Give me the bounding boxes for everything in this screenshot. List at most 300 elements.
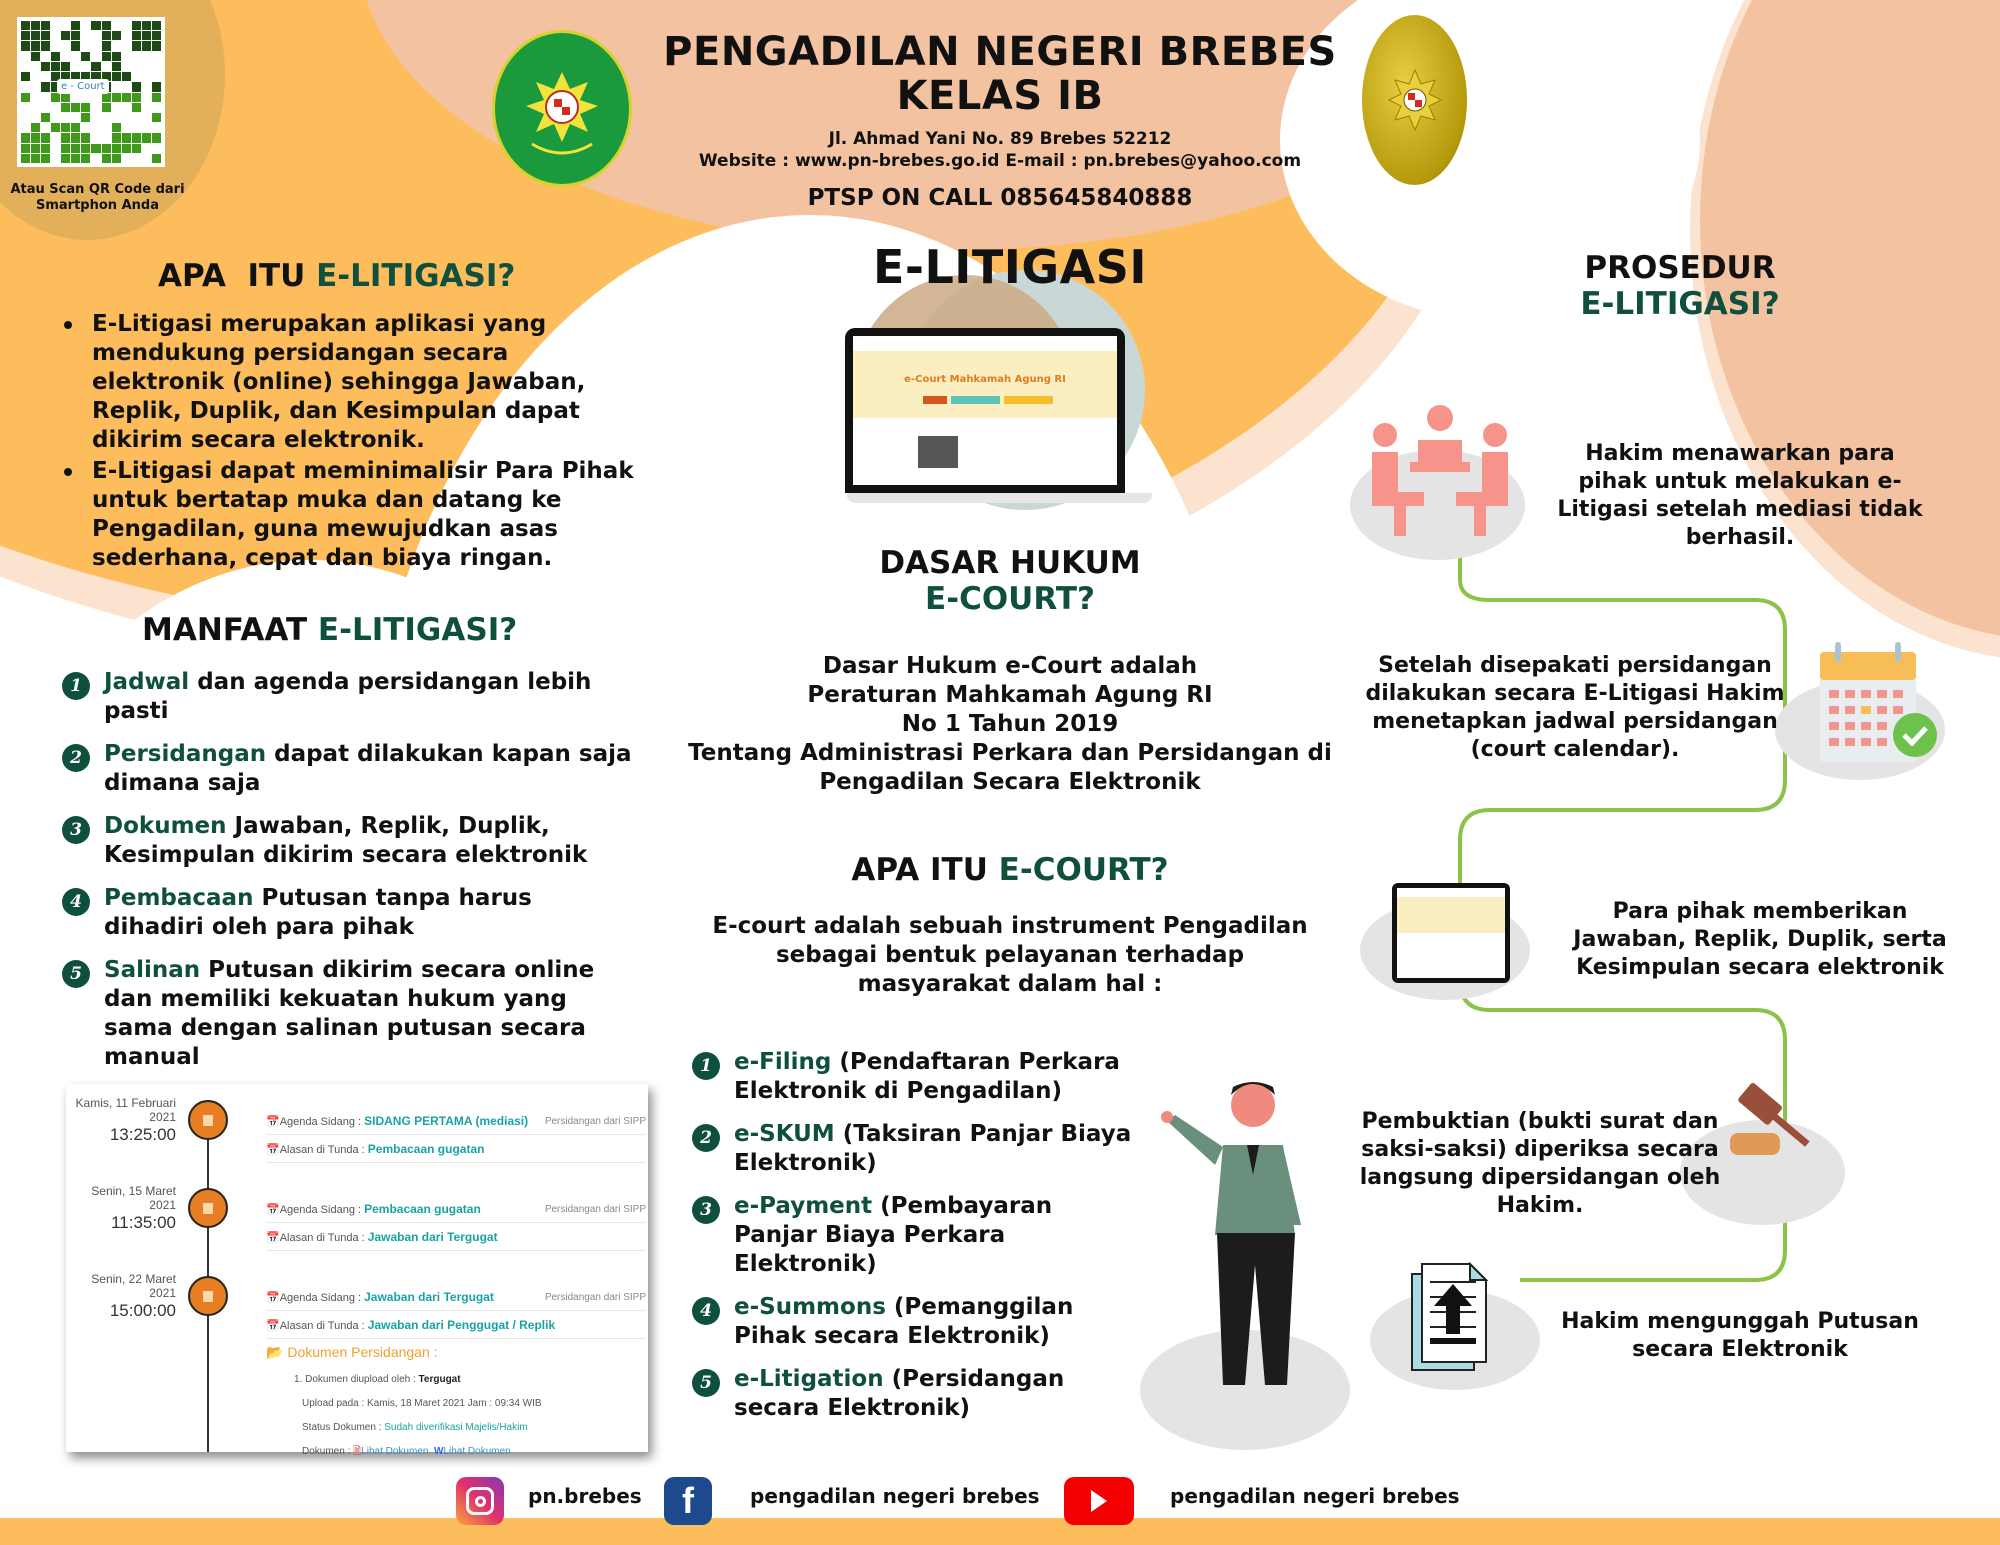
qr-module bbox=[152, 62, 161, 71]
qr-module bbox=[31, 31, 40, 40]
qr-module bbox=[132, 113, 141, 122]
item-highlight: Dokumen bbox=[104, 813, 227, 839]
number-badge: 5 bbox=[62, 960, 90, 988]
qr-module bbox=[71, 133, 80, 142]
manfaat-list bbox=[62, 668, 632, 1086]
qr-caption bbox=[0, 182, 195, 214]
agenda-row: 📅Agenda Sidang : Pembacaan gugatan Persidangan dari SIPP bbox=[266, 1196, 646, 1223]
qr-module bbox=[51, 31, 60, 40]
qr-module bbox=[51, 133, 60, 142]
qr-module bbox=[61, 52, 70, 61]
qr-module bbox=[41, 82, 50, 91]
section-title-manfaat bbox=[142, 612, 517, 648]
item-highlight: Persidangan bbox=[104, 741, 267, 767]
section-title-prosedur bbox=[1500, 250, 1860, 322]
item-highlight: Jadwal bbox=[104, 669, 190, 695]
qr-module bbox=[31, 93, 40, 102]
number-badge: 1 bbox=[62, 672, 90, 700]
qr-ecourt-logo bbox=[57, 79, 109, 94]
qr-module bbox=[132, 41, 141, 50]
qr-module bbox=[41, 154, 50, 163]
laptop-banner-text: e-Court Mahkamah Agung RI bbox=[904, 374, 1066, 385]
qr-module bbox=[152, 113, 161, 122]
qr-module bbox=[132, 103, 141, 112]
qr-module bbox=[102, 133, 111, 142]
view-pdf-link[interactable]: Lihat Dokumen bbox=[361, 1446, 429, 1457]
youtube-channel[interactable]: pengadilan negeri brebes bbox=[1170, 1484, 1460, 1508]
header-contact bbox=[650, 128, 1350, 172]
manfaat-item bbox=[62, 740, 632, 798]
qr-module bbox=[31, 123, 40, 132]
instagram-handle[interactable]: pn.brebes bbox=[528, 1484, 642, 1508]
bullet-item bbox=[60, 457, 640, 573]
address: Jl. Ahmad Yani No. 89 Brebes 52212 bbox=[828, 129, 1172, 149]
entry-time: 11:35:00 bbox=[111, 1213, 176, 1232]
ecourt-logo-text: e - Court bbox=[61, 81, 105, 92]
ptsp-phone: PTSP ON CALL 085645840888 bbox=[807, 185, 1193, 211]
qr-module bbox=[41, 113, 50, 122]
qr-module bbox=[152, 31, 161, 40]
qr-module bbox=[122, 103, 131, 112]
status-label: Status Dokumen : bbox=[302, 1422, 385, 1433]
qr-module bbox=[51, 103, 60, 112]
number-badge: 2 bbox=[692, 1124, 720, 1152]
qr-module bbox=[152, 123, 161, 132]
item-highlight: Pembacaan bbox=[104, 885, 254, 911]
qr-module bbox=[81, 41, 90, 50]
qr-module bbox=[41, 133, 50, 142]
step-3-text: Para pihak memberikan Jawaban, Replik, Duplik, serta Kesimpulan secara elektronik bbox=[1573, 899, 1947, 980]
instagram-icon[interactable] bbox=[456, 1477, 504, 1525]
qr-module bbox=[31, 21, 40, 30]
qr-module bbox=[71, 31, 80, 40]
qr-module bbox=[112, 52, 121, 61]
qr-module bbox=[81, 103, 90, 112]
agenda-row: 📅Agenda Sidang : Jawaban dari Tergugat Persidangan dari SIPP bbox=[266, 1284, 646, 1311]
youtube-icon[interactable] bbox=[1064, 1477, 1134, 1525]
title-green: E-COURT? bbox=[925, 581, 1095, 617]
dokumen-persidangan-title bbox=[266, 1344, 438, 1361]
qr-module bbox=[152, 154, 161, 163]
agenda-value[interactable]: SIDANG PERTAMA (mediasi) bbox=[364, 1114, 529, 1128]
bullet-item bbox=[60, 310, 640, 455]
qr-module bbox=[71, 41, 80, 50]
number-badge: 1 bbox=[692, 1052, 720, 1080]
qr-module bbox=[21, 113, 30, 122]
qr-code[interactable] bbox=[17, 17, 165, 167]
service-item bbox=[692, 1293, 1142, 1351]
qr-module bbox=[102, 113, 111, 122]
upload-time: Upload pada : Kamis, 18 Maret 2021 Jam : 09:34 WIB bbox=[302, 1398, 542, 1409]
facebook-page[interactable]: pengadilan negeri brebes bbox=[750, 1484, 1040, 1508]
title-line: PENGADILAN NEGERI BREBES bbox=[663, 29, 1337, 75]
qr-module bbox=[91, 52, 100, 61]
tunda-label: Alasan di Tunda : bbox=[279, 1144, 368, 1156]
qr-module bbox=[31, 52, 40, 61]
service-name: e-Summons bbox=[734, 1294, 886, 1320]
qr-module bbox=[41, 62, 50, 71]
tunda-value[interactable]: Jawaban dari Tergugat bbox=[367, 1230, 498, 1244]
text-line: Peraturan Mahkamah Agung RI bbox=[807, 682, 1213, 708]
qr-module bbox=[102, 144, 111, 153]
entry-date bbox=[66, 1184, 176, 1234]
qr-module bbox=[122, 31, 131, 40]
qr-module bbox=[61, 62, 70, 71]
qr-module bbox=[61, 123, 70, 132]
calendar-icon bbox=[188, 1276, 228, 1316]
laptop-base bbox=[847, 493, 1152, 503]
title-black: PROSEDUR bbox=[1584, 250, 1776, 286]
text-line: Tentang Administrasi Perkara dan Persidangan di bbox=[688, 740, 1332, 766]
qr-module bbox=[102, 52, 111, 61]
qr-module bbox=[112, 72, 121, 81]
qr-module bbox=[122, 21, 131, 30]
qr-module bbox=[122, 82, 131, 91]
qr-module bbox=[122, 123, 131, 132]
view-word-link[interactable]: Lihat Dokumen bbox=[443, 1446, 511, 1457]
qr-module bbox=[132, 52, 141, 61]
qr-module bbox=[81, 21, 90, 30]
qr-module bbox=[61, 133, 70, 142]
qr-module bbox=[51, 41, 60, 50]
section-title-dasar-hukum bbox=[680, 545, 1340, 617]
step-5-text: Hakim mengunggah Putusan secara Elektronik bbox=[1561, 1309, 1919, 1362]
qr-module bbox=[132, 82, 141, 91]
qr-module bbox=[61, 103, 70, 112]
qr-module bbox=[21, 62, 30, 71]
service-desc: (Pendaftaran Perkara Elektronik di Pengadilan) bbox=[734, 1049, 1120, 1104]
qr-module bbox=[122, 113, 131, 122]
qr-module bbox=[112, 93, 121, 102]
pdf-icon: 🗎 bbox=[353, 1446, 362, 1457]
qr-module bbox=[91, 123, 100, 132]
qr-module bbox=[21, 82, 30, 91]
qr-module bbox=[81, 144, 90, 153]
pn-brebes-seal bbox=[492, 30, 632, 187]
qr-module bbox=[102, 103, 111, 112]
court-schedule-timeline bbox=[66, 1084, 648, 1457]
uploaded-by-label: 1. Dokumen diupload oleh : bbox=[294, 1374, 419, 1385]
upload-document-icon bbox=[1410, 1262, 1490, 1372]
qr-module bbox=[51, 123, 60, 132]
qr-module bbox=[71, 62, 80, 71]
doc-label: Dokumen : bbox=[302, 1446, 354, 1457]
agenda-value[interactable]: Jawaban dari Tergugat bbox=[364, 1290, 494, 1304]
qr-module bbox=[21, 123, 30, 132]
qr-module bbox=[102, 123, 111, 132]
document-links bbox=[302, 1444, 511, 1461]
service-desc: (Taksiran Panjar Biaya Elektronik) bbox=[734, 1121, 1132, 1176]
qr-module bbox=[142, 113, 151, 122]
step-4-text: Pembuktian (bukti surat dan saksi-saksi) diperiksa secara langsung dipersidangan oleh Hakim. bbox=[1359, 1109, 1721, 1218]
qr-module bbox=[71, 103, 80, 112]
bullet-text: E-Litigasi merupakan aplikasi yang mendukung persidangan secara elektronik (online) sehingga Jawaban, Replik, Duplik, dan Kesimpulan dapat dikirim secara elektronik. bbox=[92, 311, 586, 453]
date-text: Kamis, 11 Februari 2021 bbox=[75, 1096, 176, 1124]
qr-module bbox=[21, 31, 30, 40]
section-title-apa-itu-ecourt bbox=[680, 852, 1340, 888]
qr-caption-line: Atau Scan QR Code dari bbox=[10, 182, 185, 197]
uploaded-by-value: Tergugat bbox=[418, 1374, 461, 1385]
qr-module bbox=[51, 52, 60, 61]
qr-module bbox=[91, 154, 100, 163]
qr-module bbox=[152, 93, 161, 102]
qr-module bbox=[21, 41, 30, 50]
qr-module bbox=[152, 72, 161, 81]
main-title: E-LITIGASI bbox=[872, 240, 1148, 294]
qr-module bbox=[81, 123, 90, 132]
qr-module bbox=[132, 144, 141, 153]
mahkamah-agung-emblem-icon bbox=[1375, 40, 1455, 160]
qr-module bbox=[71, 154, 80, 163]
qr-module bbox=[152, 103, 161, 112]
laptop-screen bbox=[853, 336, 1117, 485]
qr-caption-line: Smartphon Anda bbox=[36, 198, 159, 213]
qr-module bbox=[91, 31, 100, 40]
title-line: KELAS IB bbox=[896, 73, 1104, 119]
qr-module bbox=[41, 72, 50, 81]
qr-module bbox=[81, 62, 90, 71]
manfaat-item bbox=[62, 668, 632, 726]
qr-module bbox=[91, 21, 100, 30]
qr-module bbox=[112, 113, 121, 122]
title-black: DASAR HUKUM bbox=[879, 545, 1141, 581]
title-black: MANFAAT bbox=[142, 612, 318, 648]
qr-module bbox=[91, 103, 100, 112]
agenda-label: Agenda Sidang : bbox=[279, 1204, 365, 1216]
tunda-row: 📅Alasan di Tunda : Pembacaan gugatan bbox=[266, 1136, 646, 1163]
text-line: Pengadilan Secara Elektronik bbox=[819, 769, 1201, 795]
text-line: sebagai bentuk pelayanan terhadap bbox=[775, 942, 1245, 968]
qr-module bbox=[112, 103, 121, 112]
qr-module bbox=[122, 133, 131, 142]
text-line: No 1 Tahun 2019 bbox=[901, 711, 1119, 737]
qr-module bbox=[91, 113, 100, 122]
login-box bbox=[918, 436, 958, 468]
qr-module bbox=[41, 21, 50, 30]
title-green: E-LITIGASI? bbox=[317, 612, 518, 648]
date-text: Senin, 22 Maret 2021 bbox=[91, 1272, 176, 1300]
qr-module bbox=[142, 52, 151, 61]
qr-module bbox=[21, 144, 30, 153]
text-line: Dasar Hukum e-Court adalah bbox=[822, 653, 1198, 679]
qr-module bbox=[41, 123, 50, 132]
document-status bbox=[302, 1422, 528, 1433]
title-green: E-LITIGASI? bbox=[316, 258, 516, 294]
manfaat-item bbox=[62, 956, 632, 1072]
agenda-source: Persidangan dari SIPP bbox=[544, 1204, 646, 1215]
qr-module bbox=[71, 21, 80, 30]
qr-module bbox=[21, 52, 30, 61]
qr-module bbox=[91, 41, 100, 50]
qr-module bbox=[112, 41, 121, 50]
qr-module bbox=[152, 82, 161, 91]
manfaat-item bbox=[62, 884, 632, 942]
qr-module bbox=[122, 144, 131, 153]
agenda-value[interactable]: Pembacaan gugatan bbox=[364, 1202, 481, 1216]
qr-module bbox=[122, 154, 131, 163]
qr-module bbox=[132, 93, 141, 102]
qr-module bbox=[132, 154, 141, 163]
qr-module bbox=[152, 133, 161, 142]
facebook-icon[interactable]: f bbox=[664, 1477, 712, 1525]
number-badge: 2 bbox=[62, 744, 90, 772]
word-icon: W bbox=[434, 1446, 444, 1457]
qr-module bbox=[31, 72, 40, 81]
entry-date bbox=[66, 1096, 176, 1146]
item-highlight: Salinan bbox=[104, 957, 201, 983]
qr-module bbox=[71, 123, 80, 132]
qr-module bbox=[61, 154, 70, 163]
date-text: Senin, 15 Maret 2021 bbox=[91, 1184, 176, 1212]
service-desc: (Pemanggilan Pihak secara Elektronik) bbox=[734, 1294, 1074, 1349]
gavel-icon bbox=[1710, 1075, 1820, 1185]
qr-module bbox=[122, 52, 131, 61]
qr-module bbox=[51, 144, 60, 153]
qr-module bbox=[142, 93, 151, 102]
qr-module bbox=[31, 133, 40, 142]
number-badge: 4 bbox=[692, 1297, 720, 1325]
qr-module bbox=[91, 133, 100, 142]
qr-module bbox=[21, 21, 30, 30]
qr-module bbox=[102, 41, 111, 50]
title-green: E-COURT? bbox=[998, 852, 1169, 888]
ecourt-services-list bbox=[692, 1048, 1142, 1437]
qr-module bbox=[41, 93, 50, 102]
service-name: e-Payment bbox=[734, 1193, 873, 1219]
title-black: APA ITU bbox=[158, 258, 317, 294]
qr-module bbox=[122, 72, 131, 81]
qr-module bbox=[91, 62, 100, 71]
qr-module bbox=[142, 154, 151, 163]
qr-module bbox=[112, 62, 121, 71]
qr-module bbox=[142, 21, 151, 30]
qr-module bbox=[21, 72, 30, 81]
qr-module bbox=[112, 144, 121, 153]
qr-module bbox=[112, 123, 121, 132]
qr-module bbox=[21, 93, 30, 102]
item-text: Jawaban, Replik, Duplik, Kesimpulan dikirim secara elektronik bbox=[104, 813, 588, 868]
qr-module bbox=[31, 41, 40, 50]
entry-time: 13:25:00 bbox=[109, 1125, 176, 1144]
tunda-value[interactable]: Pembacaan gugatan bbox=[367, 1142, 485, 1156]
section-title-apa-itu-elitigasi bbox=[158, 258, 515, 294]
qr-module bbox=[81, 154, 90, 163]
qr-module bbox=[152, 41, 161, 50]
qr-module bbox=[61, 21, 70, 30]
qr-module bbox=[132, 72, 141, 81]
qr-module bbox=[31, 154, 40, 163]
qr-module bbox=[142, 31, 151, 40]
text-line: E-court adalah sebuah instrument Pengadilan bbox=[712, 913, 1308, 939]
tunda-label: Alasan di Tunda : bbox=[279, 1232, 368, 1244]
qr-module bbox=[21, 133, 30, 142]
dasar-hukum-text bbox=[680, 652, 1340, 797]
qr-module bbox=[91, 144, 100, 153]
qr-module bbox=[102, 31, 111, 40]
manfaat-item bbox=[62, 812, 632, 870]
uploaded-by bbox=[294, 1374, 461, 1385]
dokumen-title: Dokumen Persidangan : bbox=[287, 1344, 438, 1360]
qr-module bbox=[71, 52, 80, 61]
service-name: e-Filing bbox=[734, 1049, 832, 1075]
qr-module bbox=[31, 62, 40, 71]
qr-module bbox=[81, 133, 90, 142]
step-1-text: Hakim menawarkan para pihak untuk melakukan e-Litigasi setelah mediasi tidak berhasil. bbox=[1557, 441, 1923, 550]
qr-module bbox=[81, 31, 90, 40]
number-badge: 5 bbox=[692, 1369, 720, 1397]
qr-module bbox=[31, 82, 40, 91]
entry-time: 15:00:00 bbox=[109, 1301, 176, 1320]
qr-module bbox=[41, 103, 50, 112]
laptop-ecourt-illustration bbox=[845, 328, 1125, 493]
qr-module bbox=[142, 123, 151, 132]
qr-module bbox=[51, 21, 60, 30]
service-item bbox=[692, 1365, 1142, 1423]
qr-module bbox=[152, 21, 161, 30]
qr-module bbox=[142, 41, 151, 50]
qr-module bbox=[71, 144, 80, 153]
tunda-value[interactable]: Jawaban dari Penggugat / Replik bbox=[367, 1318, 556, 1332]
tunda-row: 📅Alasan di Tunda : Jawaban dari Penggugat / Replik bbox=[266, 1312, 646, 1339]
qr-module bbox=[51, 62, 60, 71]
banner-buttons bbox=[923, 396, 1053, 404]
qr-module bbox=[132, 31, 141, 40]
qr-module bbox=[152, 144, 161, 153]
qr-module bbox=[41, 52, 50, 61]
qr-module bbox=[61, 113, 70, 122]
mahkamah-agung-seal bbox=[1362, 15, 1467, 185]
qr-module bbox=[102, 21, 111, 30]
qr-module bbox=[122, 41, 131, 50]
page-title bbox=[650, 30, 1350, 118]
calendar-icon bbox=[188, 1100, 228, 1140]
qr-module bbox=[142, 133, 151, 142]
entry-date bbox=[66, 1272, 176, 1322]
qr-module bbox=[142, 144, 151, 153]
qr-module bbox=[142, 82, 151, 91]
text-line: masyarakat dalam hal : bbox=[857, 971, 1163, 997]
qr-module bbox=[112, 82, 121, 91]
item-text: dapat dilakukan kapan saja dimana saja bbox=[104, 741, 632, 796]
bullet-dot bbox=[64, 468, 72, 476]
number-badge: 3 bbox=[62, 816, 90, 844]
agenda-row: 📅Agenda Sidang : SIDANG PERTAMA (mediasi) Persidangan dari SIPP bbox=[266, 1108, 646, 1135]
qr-module bbox=[21, 154, 30, 163]
step-2-text: Setelah disepakati persidangan dilakukan secara E-Litigasi Hakim menetapkan jadwal persidangan (court calendar). bbox=[1365, 653, 1785, 762]
agenda-label: Agenda Sidang : bbox=[279, 1116, 365, 1128]
qr-module bbox=[132, 123, 141, 132]
qr-module bbox=[112, 21, 121, 30]
website-email[interactable]: Website : www.pn-brebes.go.id E-mail : pn.brebes@yahoo.com bbox=[698, 151, 1302, 171]
agenda-source: Persidangan dari SIPP bbox=[544, 1292, 646, 1303]
qr-module bbox=[132, 62, 141, 71]
qr-module bbox=[41, 41, 50, 50]
folder-icon: 📂 bbox=[266, 1344, 284, 1360]
item-text: Putusan tanpa harus dihadiri oleh para pihak bbox=[104, 885, 532, 940]
service-desc: (Persidangan secara Elektronik) bbox=[734, 1366, 1065, 1421]
qr-module bbox=[21, 103, 30, 112]
service-item bbox=[692, 1120, 1142, 1178]
title-black: APA ITU bbox=[851, 852, 999, 888]
qr-module bbox=[112, 31, 121, 40]
qr-module bbox=[132, 133, 141, 142]
tunda-label: Alasan di Tunda : bbox=[279, 1320, 368, 1332]
item-text: dan agenda persidangan lebih pasti bbox=[104, 669, 592, 724]
qr-module bbox=[142, 72, 151, 81]
agenda-label: Agenda Sidang : bbox=[279, 1292, 365, 1304]
service-item bbox=[692, 1192, 1142, 1279]
bullet-text: E-Litigasi dapat meminimalisir Para Pihak untuk bertatap muka dan datang ke Pengadilan, guna mewujudkan asas sederhana, cepat dan biaya ringan. bbox=[92, 458, 634, 571]
